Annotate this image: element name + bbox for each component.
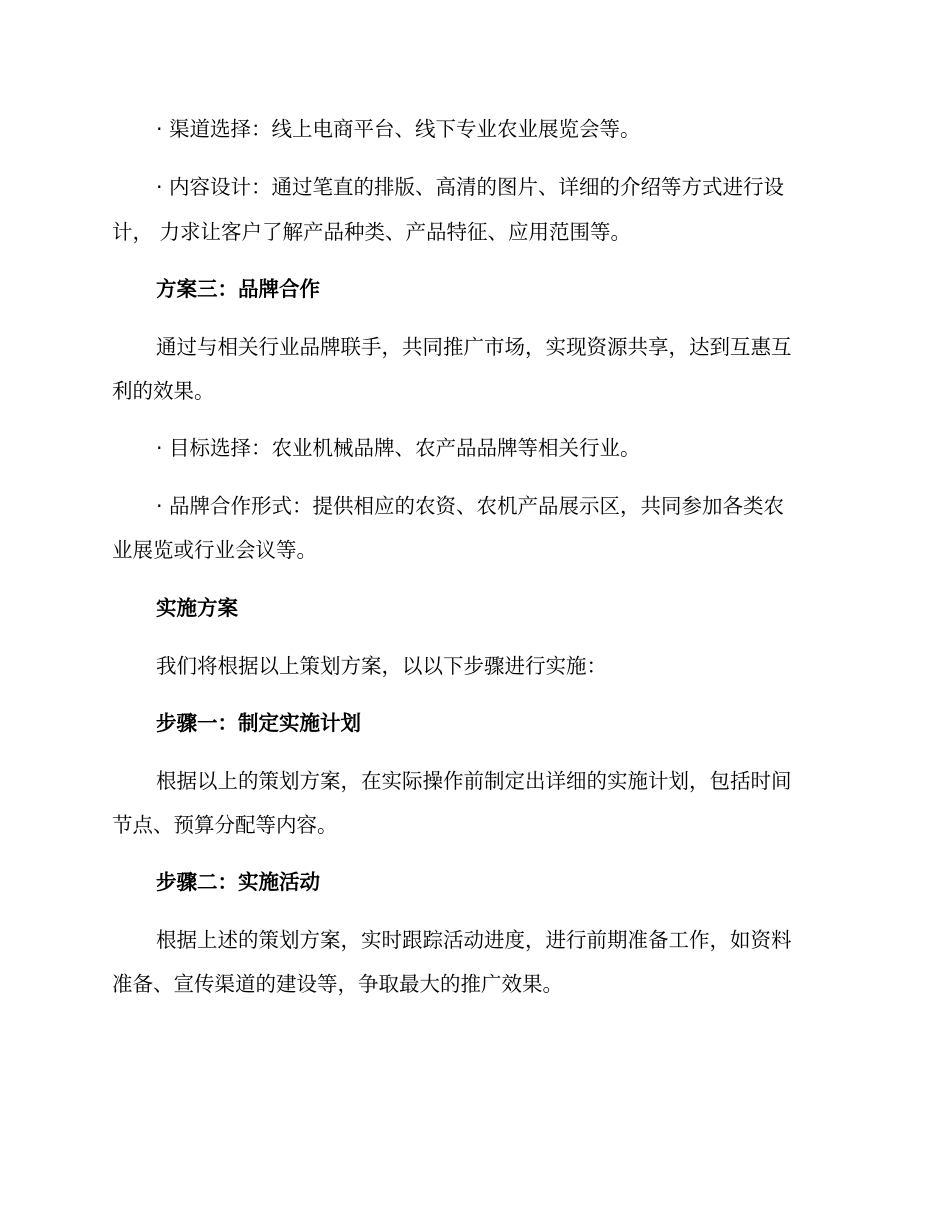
paragraph-step-one-line-2: 节点、预算分配等内容。 [112,813,338,837]
paragraph-brand-cooperation-line-2: 利的效果。 [112,379,215,403]
heading-implementation-plan: 实施方案 [156,596,238,620]
paragraph-step-two-line-1: 根据上述的策划方案，实时跟踪活动进度，进行前期准备工作，如资料 [156,928,792,952]
bullet-channel-selection: · 渠道选择：线上电商平台、线下专业农业展览会等。 [156,117,641,141]
heading-step-two: 步骤二：实施活动 [156,870,320,894]
bullet-cooperation-form-line-1: · 品牌合作形式：提供相应的农资、农机产品展示区，共同参加各类农 [156,494,785,518]
heading-step-one: 步骤一：制定实施计划 [156,711,361,735]
paragraph-implementation-intro: 我们将根据以上策划方案，以以下步骤进行实施： [156,654,607,678]
bullet-content-design-line-1: · 内容设计：通过笔直的排版、高清的图片、详细的介绍等方式进行设 [156,175,785,199]
paragraph-brand-cooperation-line-1: 通过与相关行业品牌联手，共同推广市场，实现资源共享，达到互惠互 [156,335,792,359]
heading-plan-three: 方案三：品牌合作 [156,277,320,301]
paragraph-step-two-line-2: 准备、宣传渠道的建设等，争取最大的推广效果。 [112,972,563,996]
bullet-cooperation-form-line-2: 业展览或行业会议等。 [112,538,317,562]
bullet-target-selection: · 目标选择：农业机械品牌、农产品品牌等相关行业。 [156,436,641,460]
bullet-content-design-line-2: 计， 力求让客户了解产品种类、产品特征、应用范围等。 [112,220,632,244]
paragraph-step-one-line-1: 根据以上的策划方案，在实际操作前制定出详细的实施计划，包括时间 [156,769,792,793]
